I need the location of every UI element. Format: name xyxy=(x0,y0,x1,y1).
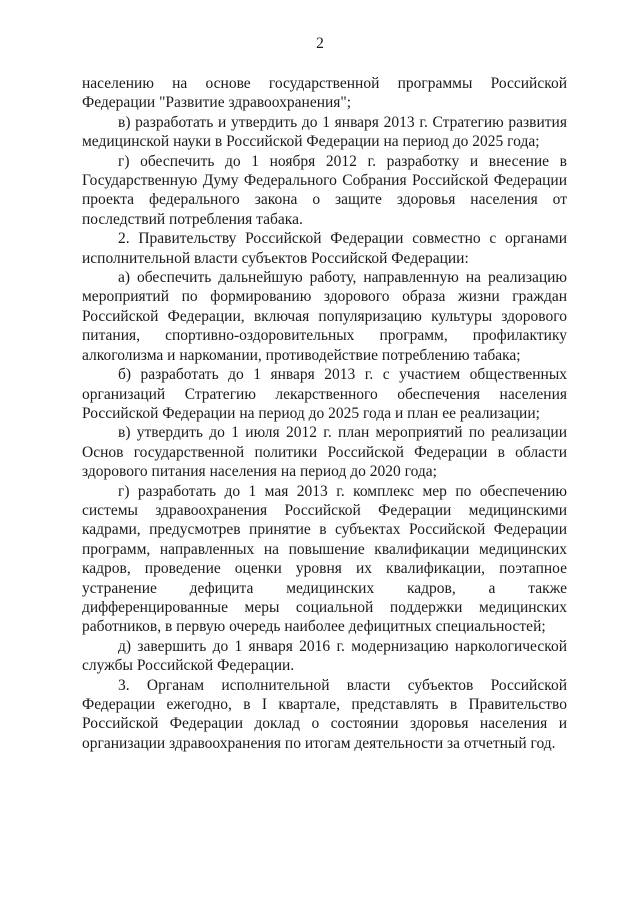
paragraph-section-3: 3. Органам исполнительной власти субъектов Российской Федерации ежегодно, в I квартале, представлять в Правительство Российской Федерации доклад о состоянии здоровья населения и организации здравоохранения по итогам деятельности за отчетный год. xyxy=(82,676,567,752)
paragraph-item-v-strategy-science: в) разработать и утвердить до 1 января 2013 г. Стратегию развития медицинской науки в Российской Федерации на период до 2025 года; xyxy=(82,113,567,151)
paragraph-item-d-narcology: д) завершить до 1 января 2016 г. модернизацию наркологической службы Российской Федерации. xyxy=(82,637,567,675)
paragraph-item-g-tobacco-law: г) обеспечить до 1 ноября 2012 г. разработку и внесение в Государственную Думу Федерального Собрания Российской Федерации проекта федерального закона о защите здоровья населения от последствий потребления табака. xyxy=(82,152,567,228)
paragraph-item-b-drug-strategy: б) разработать до 1 января 2013 г. с участием общественных организаций Стратегию лекарственного обеспечения населения Российской Федерации на период до 2025 года и план ее реализации; xyxy=(82,366,567,422)
page-number: 2 xyxy=(316,35,324,52)
paragraph-continuation: населению на основе государственной программы Российской Федерации "Развитие здравоохранения"; xyxy=(82,75,567,112)
paragraph-item-g-medical-staff: г) разработать до 1 мая 2013 г. комплекс мер по обеспечению системы здравоохранения Российской Федерации медицинскими кадрами, предусмотрев принятие в субъектах Российской Федерации программ, направленных на повышение квалификации медицинских кадров, проведение оценки уровня их квалификации, поэтапное устранение дефицита медицинских кадров, а также дифференцированные меры социальной поддержки медицинских работников, в первую очередь наиболее дефицитных специальностей; xyxy=(82,482,567,636)
document-body xyxy=(82,74,567,753)
paragraph-item-a-healthy-lifestyle: а) обеспечить дальнейшую работу, направленную на реализацию мероприятий по формированию здорового образа жизни граждан Российской Федерации, включая популяризацию культуры здорового питания, спортивно-оздоровительных программ, профилактику алкоголизма и наркомании, противодействие потреблению табака; xyxy=(82,269,567,364)
paragraph-section-2: 2. Правительству Российской Федерации совместно с органами исполнительной власти субъектов Российской Федерации: xyxy=(82,230,567,267)
paragraph-item-v-nutrition-plan: в) утвердить до 1 июля 2012 г. план мероприятий по реализации Основ государственной политики Российской Федерации в области здорового питания населения на период до 2020 года; xyxy=(82,424,567,481)
